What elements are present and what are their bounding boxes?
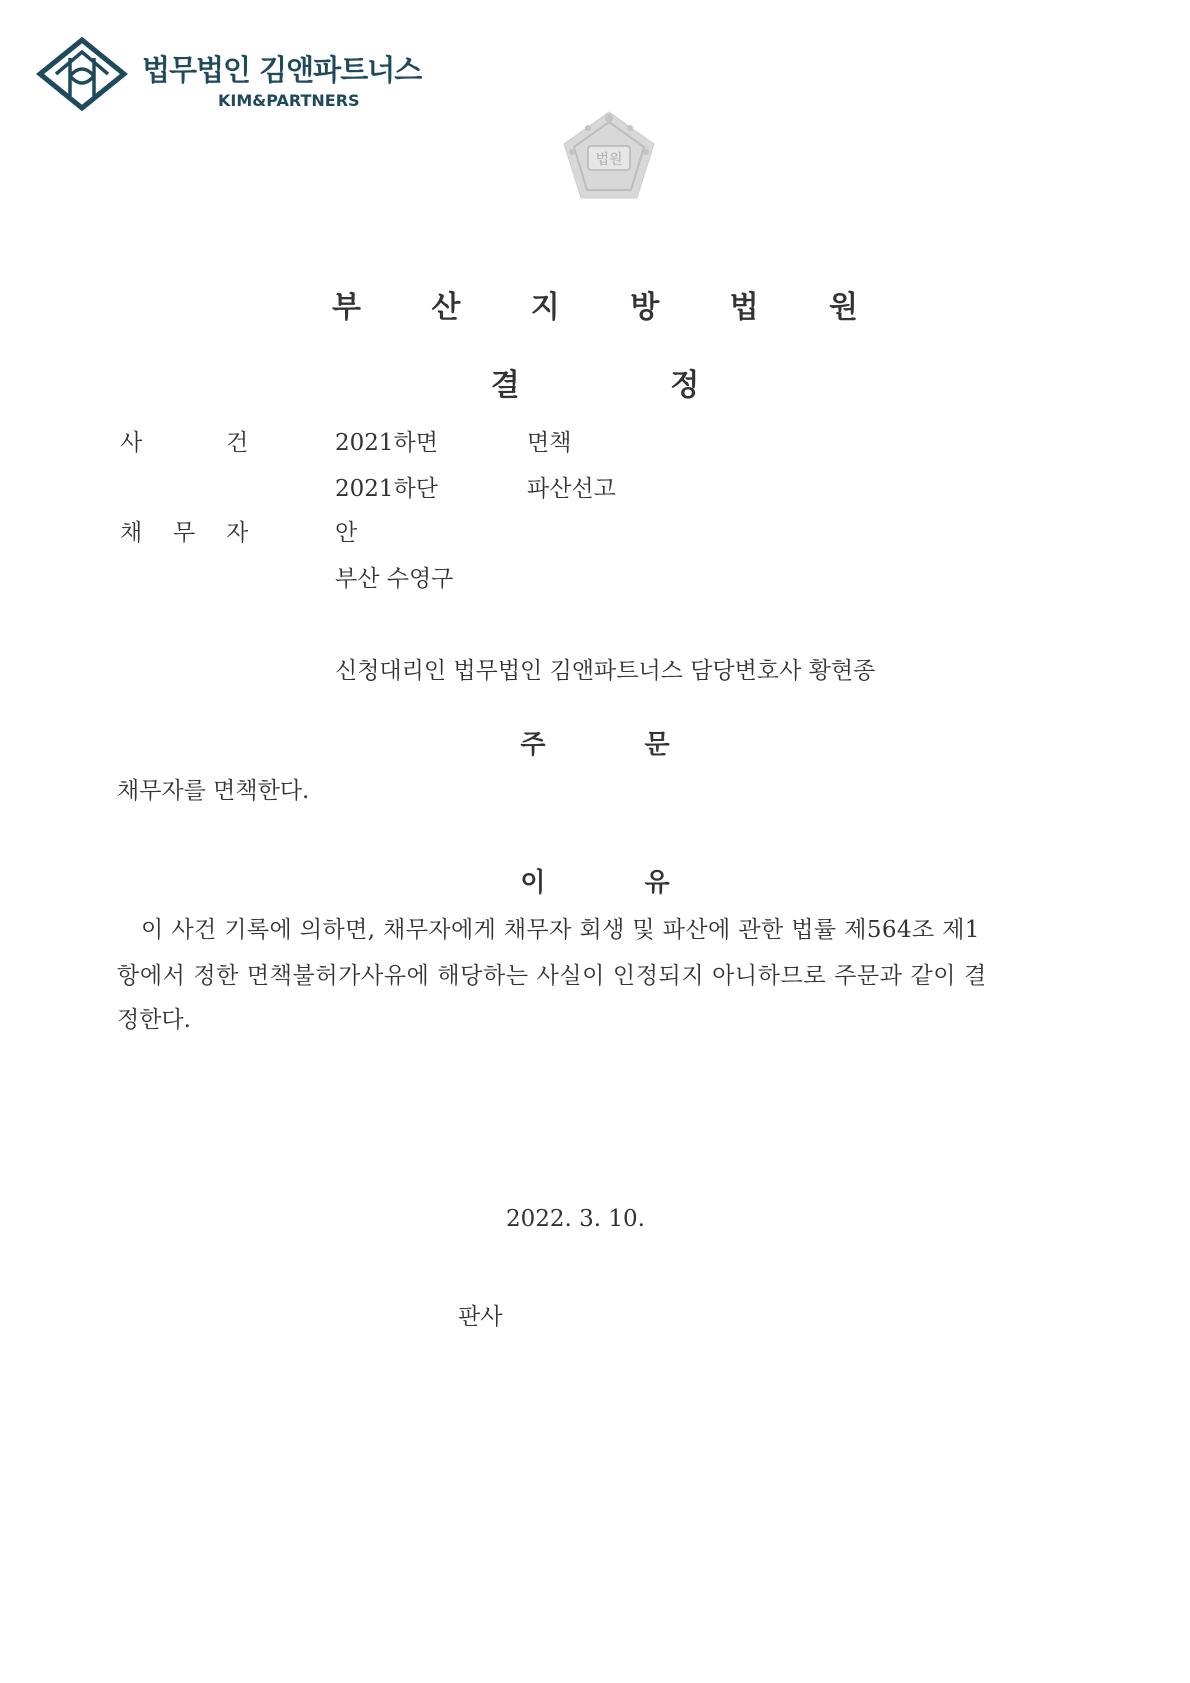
firm-name-en: KIM&PARTNERS bbox=[218, 91, 360, 110]
reason-heading: 이 유 bbox=[520, 868, 670, 898]
reason-line-1: 이 사건 기록에 의하면, 채무자에게 채무자 회생 및 파산에 관한 법률 제564조 제1 bbox=[141, 917, 980, 943]
seal-text: 법원 bbox=[595, 152, 623, 168]
firm-name-ko: 법무법인 김앤파트너스 bbox=[142, 53, 422, 87]
judge-label: 판사 bbox=[458, 1304, 503, 1330]
case-type-1: 면책 bbox=[527, 430, 572, 456]
debtor-address: 부산 수영구 bbox=[335, 566, 454, 592]
court-emblem-icon bbox=[558, 108, 660, 204]
case-type-2: 파산선고 bbox=[527, 476, 616, 502]
case-number-1: 2021하면 bbox=[335, 430, 438, 456]
debtor-label-2: 무 bbox=[173, 520, 196, 546]
applicant-agent: 신청대리인 법무법인 김앤파트너스 담당변호사 황현종 bbox=[335, 658, 876, 684]
court-name: 부 산 지 방 법 원 bbox=[331, 290, 889, 325]
decision-date: 2022. 3. 10. bbox=[506, 1206, 645, 1232]
debtor-label-1: 채 bbox=[120, 520, 143, 546]
reason-line-3: 정한다. bbox=[117, 1007, 191, 1033]
case-label-2: 건 bbox=[226, 430, 249, 456]
order-text: 채무자를 면책한다. bbox=[117, 778, 310, 804]
document-title: 결 정 bbox=[490, 368, 700, 403]
firm-logo bbox=[36, 36, 456, 118]
case-number-2: 2021하단 bbox=[335, 476, 438, 502]
case-label-1: 사 bbox=[120, 430, 143, 456]
firm-logo-mark-icon bbox=[36, 36, 128, 114]
reason-line-2: 항에서 정한 면책불허가사유에 해당하는 사실이 인정되지 아니하므로 주문과 같이 결 bbox=[117, 963, 987, 989]
debtor-label-3: 자 bbox=[226, 520, 249, 546]
debtor-name: 안 bbox=[335, 520, 358, 546]
order-heading: 주 문 bbox=[520, 730, 670, 760]
